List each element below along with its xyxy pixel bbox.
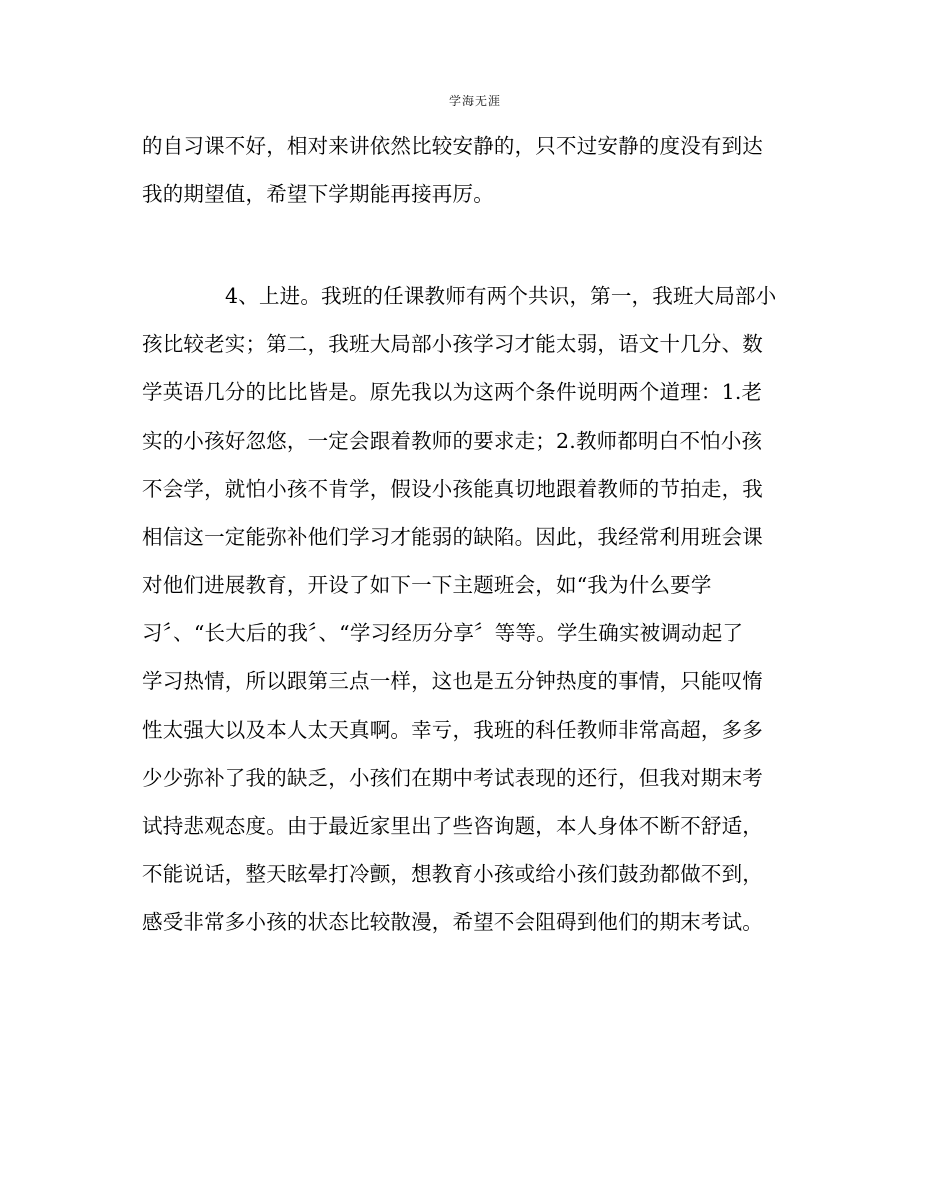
paragraph-line: 试持悲观态度。由于最近家里出了些咨询题，本人身体不断不舒适， [142,814,763,838]
paragraph-line: 感受非常多小孩的状态比较散漫，希望不会阻碍到他们的期末考试。 [142,910,763,934]
paragraph-first-line: 4、上进。我班的任课教师有两个共识，第一，我班大局部小 [225,284,777,308]
paragraph-line: 学英语几分的比比皆是。原先我以为这两个条件说明两个道理：1.老 [142,380,763,404]
paragraph-line: 习〞、“长大后的我〞、“学习经历分享〞等等。学生确实被调动起了 [142,621,744,645]
page-header: 学海无涯 [448,94,501,108]
paragraph-line: 少少弥补了我的缺乏，小孩们在期中考试表现的还行，但我对期末考 [142,766,763,790]
paragraph-line: 的自习课不好，相对来讲依然比较安静的，只不过安静的度没有到达 [142,134,763,158]
paragraph-line: 学习热情，所以跟第三点一样，这也是五分钟热度的事情，只能叹惰 [142,669,763,693]
paragraph-line: 不会学，就怕小孩不肯学，假设小孩能真切地跟着教师的节拍走，我 [142,477,763,501]
paragraph-line: 相信这一定能弥补他们学习才能弱的缺陷。因此，我经常利用班会课 [142,525,763,549]
paragraph-line: 性太强大以及本人太天真啊。幸亏，我班的科任教师非常高超，多多 [142,718,763,742]
paragraph-line: 孩比较老实；第二，我班大局部小孩学习才能太弱，语文十几分、数 [142,332,763,356]
paragraph-line: 我的期望值，希望下学期能再接再厉。 [142,182,494,206]
paragraph-line: 实的小孩好忽悠，一定会跟着教师的要求走；2.教师都明白不怕小孩 [142,429,763,453]
paragraph-line: 不能说话，整天眩晕打冷颤，想教育小孩或给小孩们鼓劲都做不到， [142,862,763,886]
paragraph-line: 对他们进展教育，开设了如下一下主题班会，如“我为什么要学 [142,573,712,597]
